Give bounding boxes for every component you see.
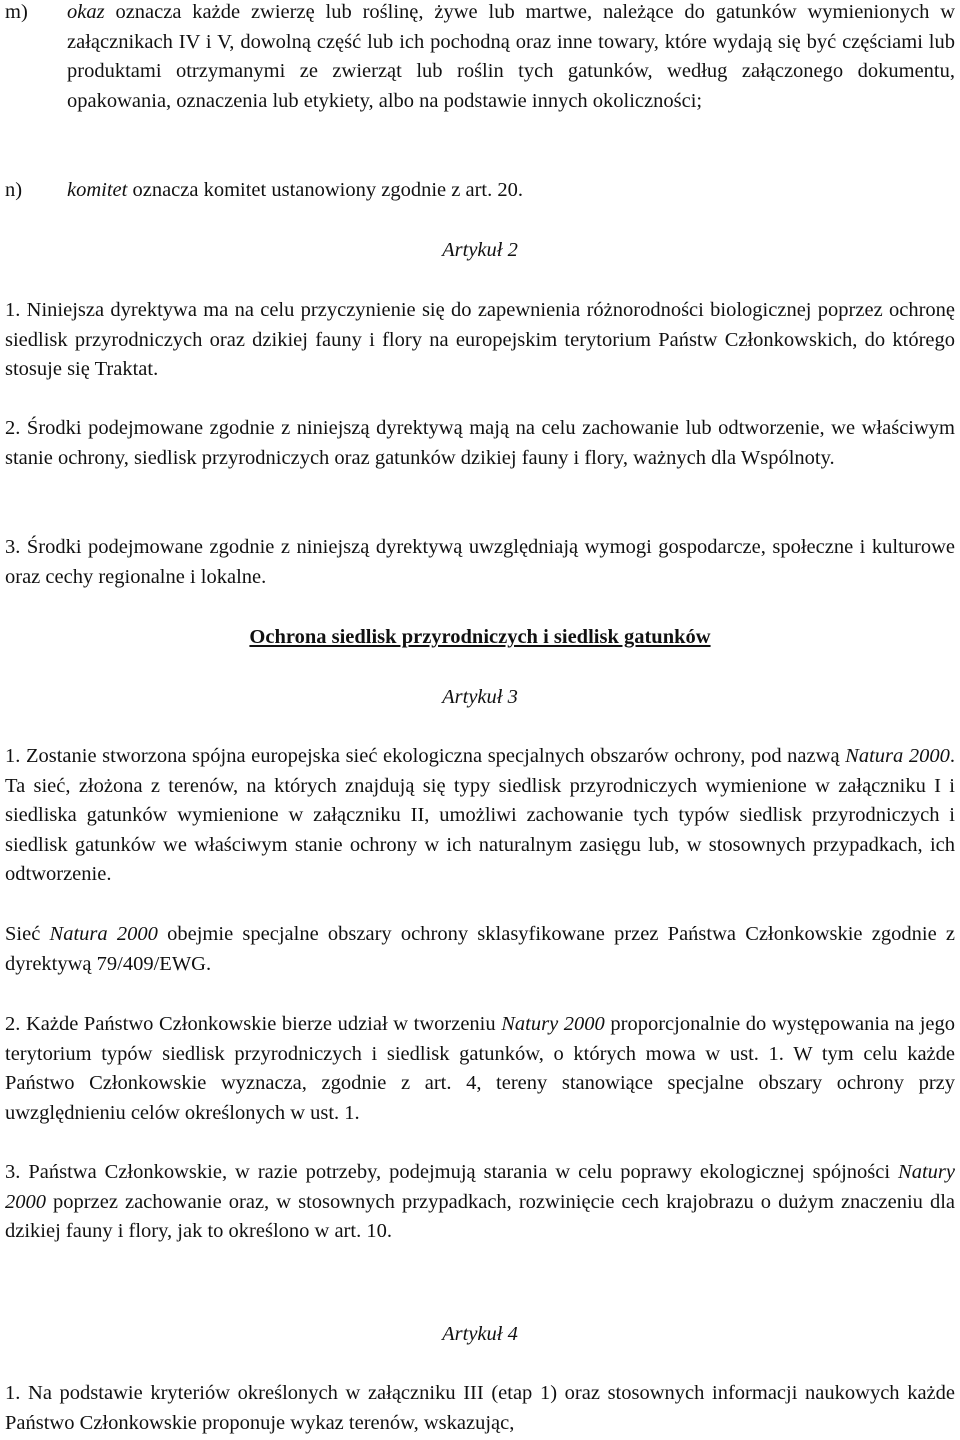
natura-2000-term: Natura 2000 <box>845 745 950 767</box>
section-title: Ochrona siedlisk przyrodniczych i siedlisk gatunków <box>249 626 711 648</box>
article-3-heading: Artykuł 3 <box>442 686 518 708</box>
definition-m-text <box>67 0 955 116</box>
definition-m-body: oznacza każde zwierzę lub roślinę, żywe lub martwe, należące do gatunków wymienionych w załącznikach IV i V, dowolną część lub ich pochodną oraz inne towary, które wydają się być częściami lub produktami otrzymanymi ze zwierząt lub roślin tych gatunków, według załączonego dokumentu, opakowania, oznaczenia lub etykiety, albo na podstawie innych okoliczności; <box>67 1 955 112</box>
article-3-p1-part-b: . Ta sieć, złożona z terenów, na których znajdują się typy siedlisk przyrodniczych wymienione w załączniku I i siedliska gatunków wymienione w załączniku II, umożliwi zachowanie tych typów siedlisk przyrodniczych i siedlisk gatunków we właściwym stanie ochrony w ich naturalnym zasięgu lub, w stosownych przypadkach, ich odtworzenie. <box>5 745 955 885</box>
article-2-paragraph-3: 3. Środki podejmowane zgodnie z niniejszą dyrektywą uwzględniają wymogi gospodarcze, społeczne i kulturowe oraz cechy regionalne i lokalne. <box>5 536 955 588</box>
natura-2000-term: Natura 2000 <box>49 923 158 945</box>
definition-n-label: n) <box>5 179 23 201</box>
definition-n-term: komitet <box>67 179 128 201</box>
definition-m-label: m) <box>5 1 28 23</box>
article-2-paragraph-2: 2. Środki podejmowane zgodnie z niniejszą dyrektywą mają na celu zachowanie lub odtworzenie, we właściwym stanie ochrony, siedlisk przyrodniczych oraz gatunków dzikiej fauny i flory, ważnych dla Wspólnoty. <box>5 417 955 469</box>
definition-m <box>5 0 955 116</box>
article-3-p2-part-b: proporcjonalnie do występowania na jego terytorium typów siedlisk przyrodniczych i siedlisk gatunków, o których mowa w ust. 1. W tym celu każde Państwo Członkowskie wyznacza, zgodnie z art. 4, tereny stanowiące specjalne obszary ochrony przy uwzględnieniu celów określonych w ust. 1. <box>5 1013 955 1124</box>
article-2-heading: Artykuł 2 <box>442 239 518 261</box>
article-3-p3-part-a: 3. Państwa Członkowskie, w razie potrzeby, podejmują starania w celu poprawy ekologicznej spójności <box>5 1161 899 1183</box>
definition-n-body: oznacza komitet ustanowiony zgodnie z art. 20. <box>127 179 523 201</box>
natury-2000-term: Natury 2000 <box>5 1161 955 1213</box>
article-3-paragraph-2 <box>5 1010 955 1128</box>
definition-m-term: okaz <box>67 1 105 23</box>
definition-n <box>5 176 955 206</box>
article-3-p2-part-a: 2. Każde Państwo Członkowskie bierze udział w tworzeniu <box>5 1013 502 1035</box>
article-3-p1c-part-a: Sieć <box>5 923 50 945</box>
article-2-paragraph-1: 1. Niniejsza dyrektywa ma na celu przyczynienie się do zapewnienia różnorodności biologicznej poprzez ochronę siedlisk przyrodniczych oraz dzikiej fauny i flory na europejskim terytorium Państw Członkowskich, do którego stosuje się Traktat. <box>5 299 955 380</box>
article-3-paragraph-3 <box>5 1158 955 1247</box>
article-3-paragraph-1-continued <box>5 920 955 979</box>
article-3-p1c-part-b: obejmie specjalne obszary ochrony sklasyfikowane przez Państwa Członkowskie zgodnie z dyrektywą 79/409/EWG. <box>5 923 955 975</box>
natury-2000-term: Natury 2000 <box>501 1013 605 1035</box>
article-3-p3-part-b: poprzez zachowanie oraz, w stosownych przypadkach, rozwinięcie cech krajobrazu o dużym znaczeniu dla dzikiej fauny i flory, jak to określono w art. 10. <box>5 1190 955 1242</box>
article-4-paragraph-1: 1. Na podstawie kryteriów określonych w załączniku III (etap 1) oraz stosownych informacji naukowych każde Państwo Członkowskie proponuje wykaz terenów, wskazując, <box>5 1382 955 1434</box>
article-4-heading: Artykuł 4 <box>442 1323 518 1345</box>
article-3-paragraph-1 <box>5 742 955 890</box>
article-3-p1-part-a: 1. Zostanie stworzona spójna europejska sieć ekologiczna specjalnych obszarów ochrony, pod nazwą <box>5 745 846 767</box>
definition-n-text <box>67 176 955 206</box>
